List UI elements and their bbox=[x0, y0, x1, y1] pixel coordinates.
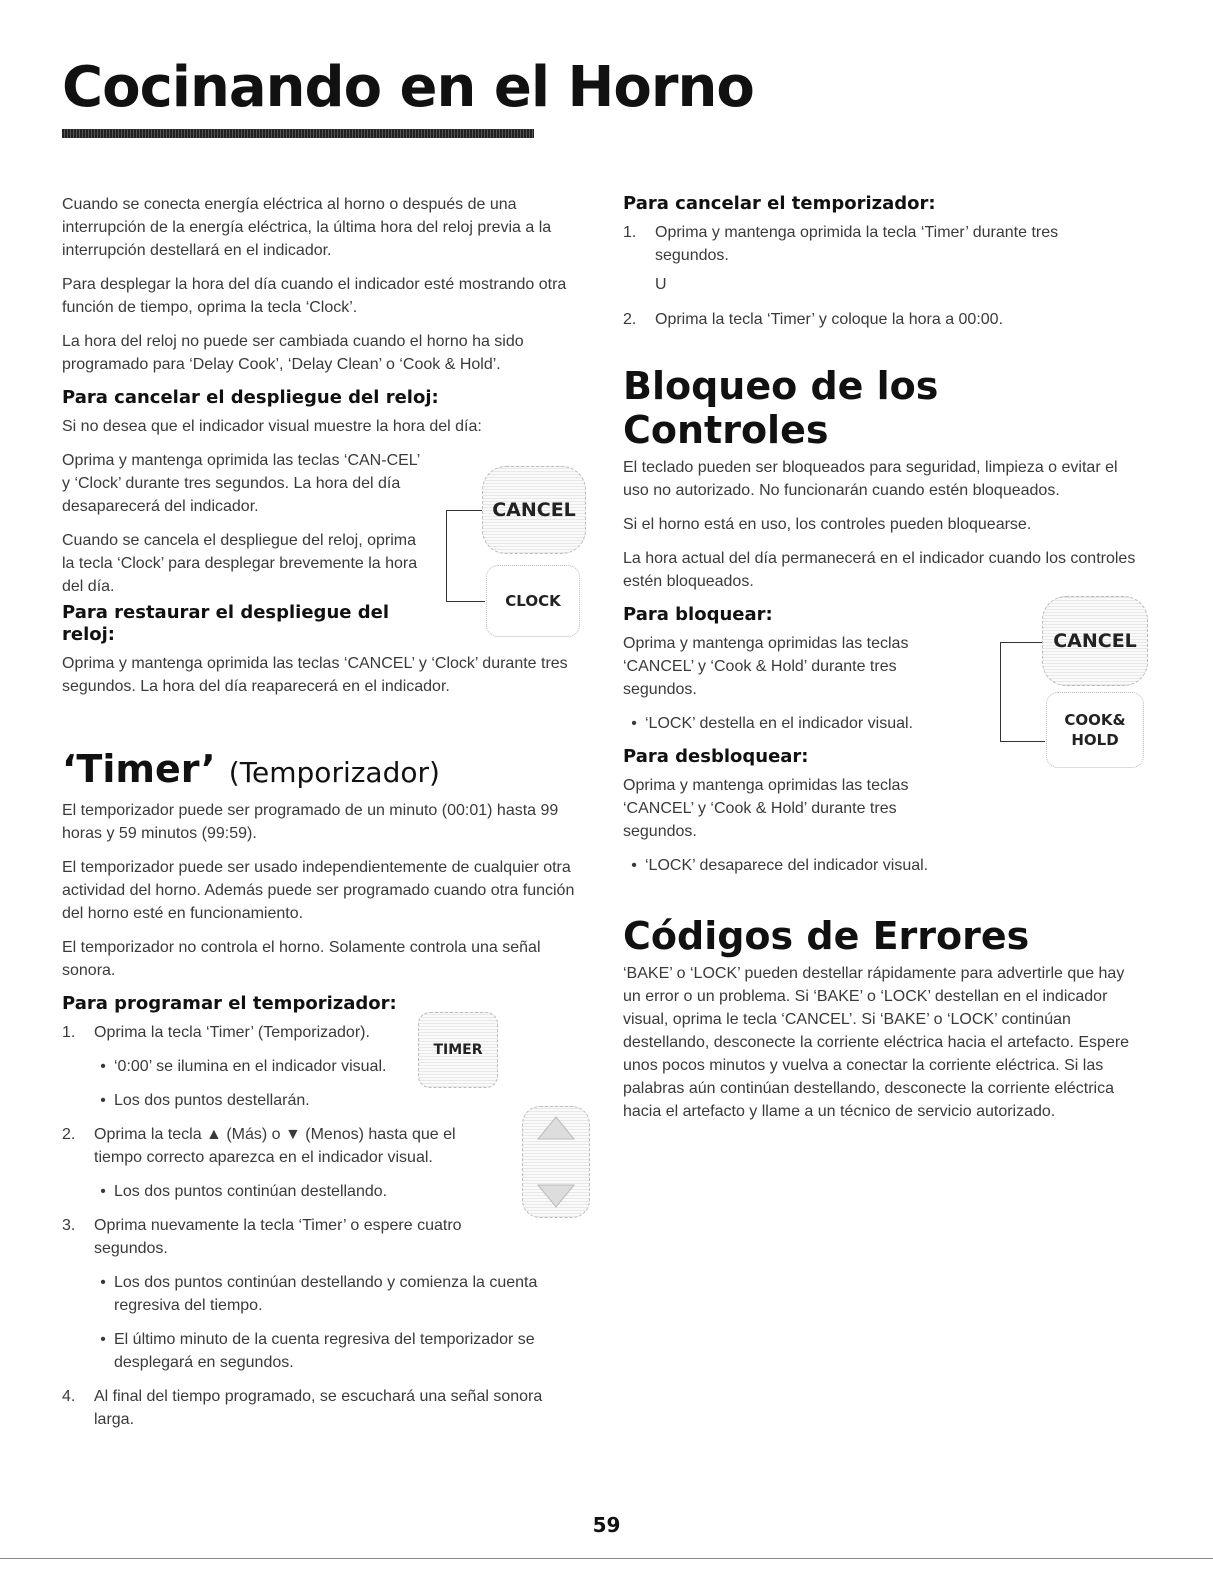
lock-text-3: La hora actual del día permanecerá en el indicador cuando los controles estén bloqueados. bbox=[623, 550, 1136, 590]
timer-text-3: El temporizador no controla el horno. Solamente controla una señal sonora. bbox=[62, 939, 541, 979]
lock-instructions: Oprima y mantenga oprimidas las teclas ‘CANCEL’ y ‘Cook & Hold’ durante tres segundos. bbox=[623, 635, 909, 698]
timer-text-2: El temporizador puede ser usado independientemente de cualquier otra actividad del horno. Además puede ser programado cuando otra función del horno esté en funcionamiento. bbox=[62, 859, 575, 922]
page-number: 59 bbox=[592, 1513, 621, 1537]
step-2-bullet-1: • Los dos puntos continúan destellando. bbox=[100, 1183, 388, 1200]
footer-rule bbox=[0, 1558, 1213, 1559]
cancel-key-icon: CANCEL bbox=[482, 466, 586, 554]
timer-heading-main: ‘Timer’ bbox=[62, 747, 216, 791]
intro-paragraph-2: Para desplegar la hora del día cuando el indicador esté mostrando otra función de tiempo, oprima la tecla ‘Clock’. bbox=[62, 276, 567, 316]
intro-paragraph-1: Cuando se conecta energía eléctrica al horno o después de una interrupción de la energía eléctrica, la última hora del reloj previa a la interrupción destellará en el indicador. bbox=[62, 196, 552, 259]
lock-bullet: • ‘LOCK’ destella en el indicador visual. bbox=[631, 715, 913, 732]
restore-clock-heading: Para restaurar el despliegue del reloj: bbox=[62, 602, 389, 645]
errors-heading: Códigos de Errores bbox=[623, 914, 1030, 958]
program-timer-steps bbox=[62, 1021, 587, 1431]
cancel-clock-connector bbox=[446, 510, 485, 602]
left-column bbox=[62, 193, 587, 1442]
step-3-bullet-1: • Los dos puntos continúan destellando y comienza la cuenta regresiva del tiempo. bbox=[100, 1274, 538, 1314]
step-1-bullet-2: • Los dos puntos destellarán. bbox=[100, 1092, 310, 1109]
lock-heading: Bloqueo de los Controles bbox=[623, 364, 939, 452]
cancel-timer-steps bbox=[623, 221, 1143, 331]
cancel-clock-text-2: Oprima y mantenga oprimida las teclas ‘CAN-CEL’ y ‘Clock’ durante tres segundos. La hora del día desaparecerá del indicador. bbox=[62, 452, 420, 515]
cancel-clock-heading: Para cancelar el despliegue del reloj: bbox=[62, 387, 439, 408]
step-3: 3. Oprima nuevamente la tecla ‘Timer’ o espere cuatro segundos. bbox=[62, 1217, 462, 1257]
step-3-bullet-2: • El último minuto de la cuenta regresiva del temporizador se desplegará en segundos. bbox=[100, 1331, 535, 1371]
cancel-cookhold-connector bbox=[1000, 642, 1045, 742]
restore-clock-text: Oprima y mantenga oprimida las teclas ‘CANCEL’ y ‘Clock’ durante tres segundos. La hora del día reaparecerá en el indicador. bbox=[62, 655, 568, 695]
lock-text-1: El teclado pueden ser bloqueados para seguridad, limpieza o evitar el uso no autorizado. No funcionarán cuando estén bloqueados. bbox=[623, 459, 1118, 499]
unlock-subheading: Para desbloquear: bbox=[623, 746, 809, 767]
title-underline bbox=[62, 129, 534, 138]
timer-key-icon: TIMER bbox=[418, 1012, 498, 1088]
step-1: 1. Oprima la tecla ‘Timer’ (Temporizador). bbox=[62, 1024, 370, 1041]
timer-heading-paren: (Temporizador) bbox=[228, 756, 440, 789]
unlock-instructions: Oprima y mantenga oprimidas las teclas ‘CANCEL’ y ‘Cook & Hold’ durante tres segundos. bbox=[623, 777, 909, 840]
up-arrow-icon bbox=[536, 1115, 576, 1141]
cancel-timer-step-2: 2. Oprima la tecla ‘Timer’ y coloque la hora a 00:00. bbox=[623, 311, 1004, 328]
timer-text-1: El temporizador puede ser programado de un minuto (00:01) hasta 99 horas y 59 minutos (99:59). bbox=[62, 802, 559, 842]
cancel-clock-text-3: Cuando se cancela el despliegue del reloj, oprima la tecla ‘Clock’ para desplegar brevemente la hora del día. bbox=[62, 532, 418, 595]
down-arrow-icon bbox=[536, 1183, 576, 1209]
lock-subheading: Para bloquear: bbox=[623, 604, 773, 625]
clock-key-icon: CLOCK bbox=[486, 565, 580, 637]
intro-paragraph-3: La hora del reloj no puede ser cambiada cuando el horno ha sido programado para ‘Delay Cook’, ‘Delay Clean’ o ‘Cook & Hold’. bbox=[62, 333, 524, 373]
lock-text-2: Si el horno está en uso, los controles pueden bloquearse. bbox=[623, 516, 1032, 533]
up-down-arrow-keys-icon bbox=[522, 1106, 590, 1218]
step-4: 4. Al final del tiempo programado, se escuchará una señal sonora larga. bbox=[62, 1388, 543, 1428]
timer-heading bbox=[62, 747, 587, 795]
cancel-clock-text-1: Si no desea que el indicador visual muestre la hora del día: bbox=[62, 418, 482, 435]
step-2: 2. Oprima la tecla ▲ (Más) o ▼ (Menos) hasta que el tiempo correcto aparezca en el indicador visual. bbox=[62, 1126, 456, 1166]
unlock-bullet: • ‘LOCK’ desaparece del indicador visual. bbox=[631, 857, 929, 874]
cancel-timer-heading: Para cancelar el temporizador: bbox=[623, 193, 936, 214]
cancel-key-icon-2: CANCEL bbox=[1042, 596, 1148, 686]
step-1-bullet-1: • ‘0:00’ se ilumina en el indicador visual. bbox=[100, 1058, 387, 1075]
errors-text: ‘BAKE’ o ‘LOCK’ pueden destellar rápidamente para advertirle que hay un error o un problema. Si ‘BAKE’ o ‘LOCK’ destellan en el indicador visual, oprima le tecla ‘CANCEL’. Si ‘BAKE’ o ‘LOCK’ continúan destellando, desconecte la corriente eléctrica hacia el artefacto. Espere unos pocos minutos y vuelva a conectar la corriente eléctrica. Si las palabras aún continúan destellando, desconecte la corriente eléctrica hacia el artefacto y llame a un técnico de servicio autorizado. bbox=[623, 965, 1130, 1120]
cook-hold-key-icon: COOK& HOLD bbox=[1046, 692, 1144, 768]
cancel-timer-step-1: 1. Oprima y mantenga oprimida la tecla ‘Timer’ durante tres segundos. bbox=[623, 224, 1059, 264]
page-title: Cocinando en el Horno bbox=[62, 55, 754, 120]
cancel-timer-or: U bbox=[655, 276, 667, 293]
program-timer-heading: Para programar el temporizador: bbox=[62, 993, 397, 1014]
